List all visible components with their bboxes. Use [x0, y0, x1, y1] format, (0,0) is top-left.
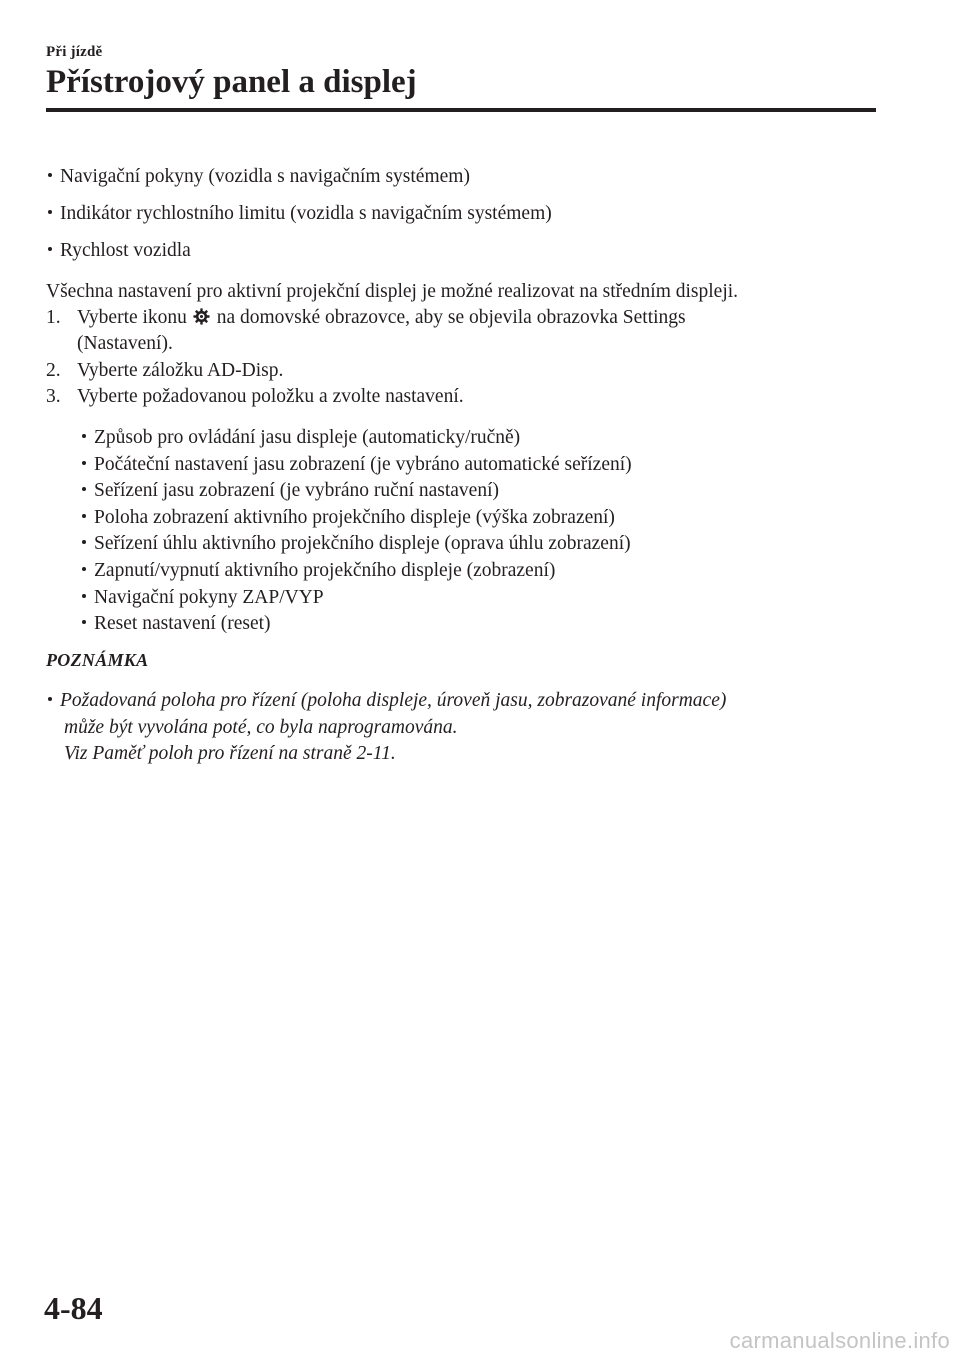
bullet-icon — [82, 567, 86, 571]
bullet-icon — [82, 514, 86, 518]
list-item-text: Zapnutí/vypnutí aktivního projekčního displeje (zobrazení) — [94, 560, 556, 581]
note-text-line: může být vyvolána poté, co byla naprogramována. — [64, 717, 458, 738]
step-text — [77, 305, 686, 330]
page-title: Přístrojový panel a displej — [46, 64, 417, 100]
step-number: 1. — [46, 307, 61, 328]
note-title: POZNÁMKA — [46, 650, 149, 670]
settings-gear-icon — [193, 308, 210, 325]
list-item — [48, 238, 191, 263]
bullet-icon — [82, 620, 86, 624]
list-item — [82, 611, 271, 636]
step-text: Vyberte záložku AD-Disp. — [77, 360, 284, 381]
step-text: Vyberte požadovanou položku a zvolte nastavení. — [77, 386, 464, 407]
bullet-icon — [82, 594, 86, 598]
list-item-text: Způsob pro ovládání jasu displeje (automaticky/ručně) — [94, 427, 521, 448]
step-number: 3. — [46, 386, 61, 407]
list-item-text: Navigační pokyny ZAP/VYP — [94, 587, 324, 608]
bullet-icon — [48, 210, 52, 214]
list-item-text: Počáteční nastavení jasu zobrazení (je vybráno automatické seřízení) — [94, 454, 632, 475]
note-item — [48, 688, 726, 713]
step-text-part: na domovské obrazovce, aby se objevila obrazovka Settings — [216, 307, 686, 328]
list-item-text: Navigační pokyny (vozidla s navigačním systémem) — [60, 166, 470, 187]
step-number: 2. — [46, 360, 61, 381]
step-text-line2: (Nastavení). — [77, 333, 173, 354]
bullet-icon — [82, 540, 86, 544]
step-text-part: Vyberte ikonu — [77, 307, 187, 328]
note-text-line: Viz Paměť poloh pro řízení na straně 2-11. — [64, 743, 396, 764]
bullet-icon — [82, 461, 86, 465]
list-item — [82, 478, 499, 503]
note-text: Požadovaná poloha pro řízení (poloha displeje, úroveň jasu, zobrazované informace) — [60, 690, 727, 711]
list-item — [48, 164, 470, 189]
list-item-text: Poloha zobrazení aktivního projekčního displeje (výška zobrazení) — [94, 507, 615, 528]
intro-paragraph: Všechna nastavení pro aktivní projekční displej je možné realizovat na středním displeji. — [46, 281, 739, 302]
list-item — [48, 201, 552, 226]
bullet-icon — [82, 487, 86, 491]
page-number: 4-84 — [44, 1290, 103, 1326]
list-item — [82, 558, 555, 583]
list-item — [82, 425, 520, 450]
watermark: carmanualsonline.info — [729, 1328, 950, 1353]
bullet-icon — [48, 173, 52, 177]
list-item-text: Indikátor rychlostního limitu (vozidla s navigačním systémem) — [60, 203, 552, 224]
list-item-text: Seřízení jasu zobrazení (je vybráno ruční nastavení) — [94, 480, 499, 501]
list-item — [82, 452, 632, 477]
list-item — [82, 585, 324, 610]
bullet-icon — [48, 247, 52, 251]
list-item-text: Seřízení úhlu aktivního projekčního displeje (oprava úhlu zobrazení) — [94, 533, 631, 554]
bullet-icon — [48, 697, 52, 701]
title-rule — [46, 108, 876, 112]
list-item-text: Reset nastavení (reset) — [94, 613, 271, 634]
list-item-text: Rychlost vozidla — [60, 240, 191, 261]
bullet-icon — [82, 434, 86, 438]
section-label: Při jízdě — [46, 44, 103, 60]
list-item — [82, 505, 615, 530]
list-item — [82, 531, 631, 556]
